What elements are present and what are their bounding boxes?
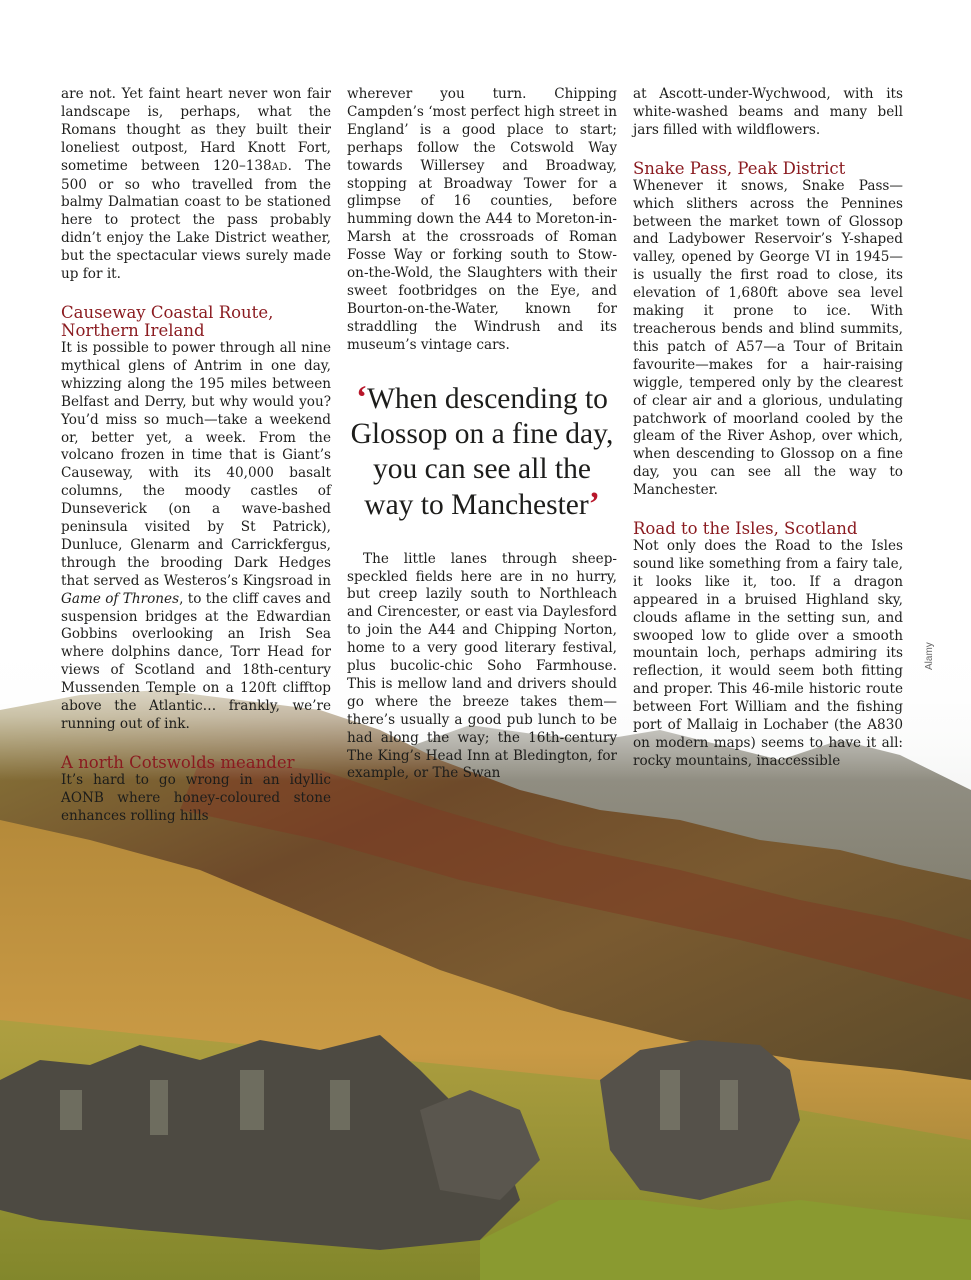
swan-continued-paragraph: at Ascott-under-Wychwood, with its white-washed beams and many bell jars filled with wildflowers. xyxy=(633,86,903,138)
pull-quote-text: When descending to Glossop on a fine day, you can see all the way to Manchester xyxy=(350,382,614,521)
close-quote-mark: ’ xyxy=(588,485,600,522)
road-to-isles-paragraph: Not only does the Road to the Isles sound like something from a fairy tale, it looks like it, too. If a dragon appeared in a bruised Highland sky, clouds aflame in the setting sun, and swooped low to glide over a smooth mountain loch, perhaps admiring its reflection, it would seem both fitting and proper. This 46-mile historic route between Fort William and the fishing port of Mallaig in Lochaber (the A830 on modern maps) seems to have it all: rocky mountains, inaccessible xyxy=(633,538,903,769)
heading-road-to-the-isles: Road to the Isles, Scotland xyxy=(633,519,858,539)
intro-paragraph: are not. Yet faint heart never won fair landscape is, perhaps, what the Romans thought as they built their loneliest outpost, Hard Knott Fort, sometime between 120–138AD. The 500 or so who travelled from the balmy Dalmatian coast to be stationed here to protect the pass probably didn’t enjoy the Lake District weather, but the spectacular views surely made up for it. xyxy=(61,86,331,283)
lanes-paragraph: The little lanes through sheep-speckled fields here are in no hurry, but creep lazily south to Northleach and Cirencester, or east via Daylesford to join the A44 and Chipping Norton, home to a very good literary festival, plus bucolic-chic Soho Farmhouse. This is mellow land and drivers should go where the breeze takes them—there’s usually a good pub lunch to be had along the way; the 16th-century The King’s Head Inn at Bledington, for example, or The Swan xyxy=(347,550,617,782)
article-column-3 xyxy=(633,86,903,771)
photo-credit: Alamy xyxy=(924,642,935,670)
pull-quote xyxy=(347,381,617,523)
open-quote-mark: ‘ xyxy=(356,379,368,416)
snake-pass-paragraph: Whenever it snows, Snake Pass—which slithers across the Pennines between the market town of Glossop and Ladybower Reservoir’s Y-shaped valley, opened by George VI in 1945—is usually the first road to close, its elevation of 1,680ft above sea level making it prone to ice. With treacherous bends and blind summits, this patch of A57—a Tour of Britain favourite—makes for a hair-raising wiggle, tempered only by the clearest of clear air and a glorious, undulating patchwork of moorland cooled by the gleam of the River Ashop, over which, when descending to Glossop on a fine day, you can see all the way to Manchester. xyxy=(633,177,903,499)
causeway-paragraph: It is possible to power through all nine mythical glens of Antrim in one day, whizzing along the 195 miles between Belfast and Derry, but why would you? You’d miss so much—take a weekend or, better yet, a week. From the volcano frozen in time that is Giant’s Causeway, with its 40,000 basalt columns, the moody castles of Dunseverick (on a wave-bashed peninsula visited by St Patrick), Dunluce, Glenarm and Carrickfergus, through the brooding Dark Hedges that served as Westeros’s Kingsroad in Game of Thrones, to the cliff caves and suspension bridges at the Edwardian Gobbins overlooking an Irish Sea where dolphins dance, Torr Head for views of Scotland and 18th-century Mussenden Temple on a 120ft clifftop above the Atlantic… frankly, we’re running out of ink. xyxy=(61,339,331,732)
heading-causeway-coastal-route: Causeway Coastal Route, Northern Ireland xyxy=(61,302,274,340)
article-column-1 xyxy=(61,86,331,826)
article-column-2 xyxy=(347,86,617,783)
heading-snake-pass: Snake Pass, Peak District xyxy=(633,158,846,178)
cotswolds-paragraph: It’s hard to go wrong in an idyllic AONB where honey-coloured stone enhances rolling hills xyxy=(61,771,331,824)
heading-north-cotswolds: A north Cotswolds meander xyxy=(61,752,295,772)
cotswolds-continued-paragraph: wherever you turn. Chipping Campden’s ‘most perfect high street in England’ is a good place to start; perhaps follow the Cotswold Way towards Willersey and Broadway, stopping at Broadway Tower for a glimpse of 16 counties, before humming down the A44 to Moreton-in-Marsh at the crossroads of Roman Fosse Way or forking south to Stow-on-the-Wold, the Slaughters with their sweet footbridges on the Eye, and Bourton-on-the-Water, known for straddling the Windrush and its museum’s vintage cars. xyxy=(347,86,617,353)
